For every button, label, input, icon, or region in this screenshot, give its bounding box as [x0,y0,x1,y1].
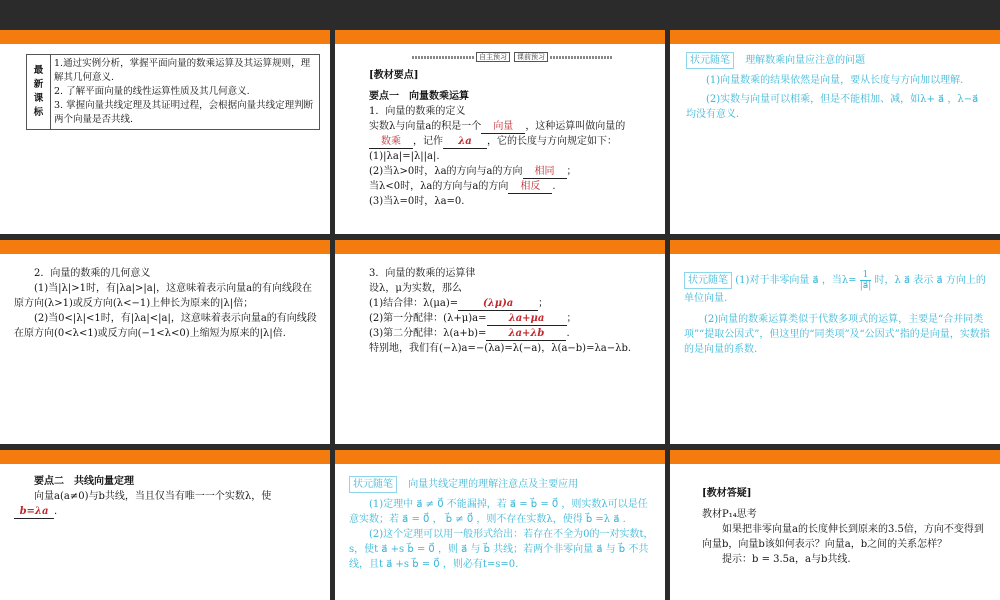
slide-8[interactable] [335,450,665,600]
line-6: 当λ<0时，λa的方向与a的方向 相反 . [369,181,556,192]
slide-header-bar [670,450,1000,464]
note-title: 向量共线定理的理解注意点及主要应用 [408,479,579,490]
line-3: 数乘 ，记作 λa ，它的长度与方向规定如下： [369,134,655,149]
answer-line-1: 教材P₁₄思考 [702,509,757,520]
laws-line-3: (2)第一分配律：(λ+μ)a= λa+μa ； [369,313,577,324]
section-banner [412,52,612,62]
slide-grid [0,28,1000,600]
slide-6[interactable] [670,240,1000,444]
slide-4[interactable] [0,240,330,444]
curriculum-table [26,54,320,130]
slide-3[interactable] [670,30,1000,234]
answer-blank: (λμ)a [458,297,538,311]
line-7: (3)当λ=0时，λa=0. [369,196,465,207]
slide-header-bar [670,30,1000,44]
answer-blank: 相反 [508,180,552,194]
point-heading: 要点一 向量数乘运算 [369,91,469,102]
note-paragraph-2: (2)实数与向量可以相乘，但是不能相加、减，如λ+ a⃗ ，λ−a⃗ 均没有意义. [686,94,979,120]
point-heading: 要点二 共线向量定理 [34,476,134,487]
slide-1[interactable] [0,30,330,234]
theorem-line: 向量a(a≠0)与b共线，当且仅当有唯一一个实数λ，使 [34,491,272,502]
line-4: (1)|λa|=|λ||a|. [369,151,440,162]
curriculum-item-3: 3. 掌握向量共线定理及其证明过程，会根据向量共线定理判断两个向量是否共线. [54,100,314,125]
banner-left: 自主预习 [476,52,510,62]
slide-header-bar [0,240,330,254]
line-1: 1．向量的数乘的定义 [369,106,466,117]
slide-header-bar [670,240,1000,254]
answer-blank: 数乘 [369,135,413,149]
answer-line-3: 提示：b = 3.5a，a与b共线. [722,554,851,565]
slide-content [670,254,1000,444]
curriculum-items [51,55,320,130]
slide-9[interactable] [670,450,1000,600]
section-title: [教材要点] [369,70,419,81]
geometry-paragraph-2: (2)当0<|λ|<1时，有|λa|<|a|，这意味着表示向量a的有向线段在原方向(0<λ<1)或反方向(−1<λ<0)上缩短为原来的|λ|倍. [14,313,317,339]
top-bar [0,0,1000,28]
curriculum-item-1: 1.通过实例分析，掌握平面向量的数乘运算及其运算规则，理解其几何意义. [54,58,311,83]
note-badge: 状元随笔 [684,272,732,289]
slide-content [0,464,330,600]
slide-content [335,254,665,444]
slide-content [335,44,665,234]
note-header [686,52,990,69]
line-2: 实数λ与向量a的积是一个 向量 ，这种运算叫做向量的 [369,121,626,132]
laws-line-4: (3)第二分配律：λ(a+b)= λa+λb . [369,328,570,339]
laws-line-1: 设λ，μ为实数，那么 [369,283,462,294]
laws-line-2: (1)结合律：λ(μa)= (λμ)a ； [369,298,549,309]
note-title: 理解数乘向量应注意的问题 [745,55,866,66]
answer-blank: 相同 [523,165,567,179]
slide-header-bar [0,30,330,44]
answer-blank: λa [443,135,487,149]
slide-header-bar [0,450,330,464]
line-5: (2)当λ>0时，λa的方向与a的方向 相同 ； [369,166,577,177]
note-paragraph-2: (2)向量的数乘运算类似于代数多项式的运算，主要是“合并同类项”“提取公因式”，但这里的“同类项”及“公因式”指的是向量，实数指的是向量的系数. [684,314,990,355]
slide-content [335,464,665,600]
geometry-paragraph-1: (1)当|λ|>1时，有|λa|>|a|，这意味着表示向量a的有向线段在原方向(λ>1)或反方向(λ<−1)上伸长为原来的|λ|倍； [14,283,313,309]
slide-header-bar [335,450,665,464]
slide-header-bar [335,240,665,254]
slide-2[interactable] [335,30,665,234]
note-paragraph-1: 状元随笔 (1)对于非零向量 a⃗ ，当λ= $\frac{1}{|a⃗|}$ 时，λ a⃗ 表示 a⃗ 方向上的单位向量. [684,270,986,304]
slide-content [0,254,330,444]
laws-title: 3．向量的数乘的运算律 [369,268,476,279]
slide-5[interactable] [335,240,665,444]
note-badge: 状元随笔 [686,52,734,69]
theorem-answer: b=λa . [14,504,320,519]
curriculum-label: 最新课标 [27,55,51,130]
answer-blank: b=λa [14,505,54,519]
banner-right: 课前预习 [514,52,548,62]
note-badge: 状元随笔 [349,476,397,493]
slide-content [670,464,1000,600]
laws-line-5: 特别地，我们有(−λ)a=−(λa)=λ(−a)，λ(a−b)=λa−λb. [369,343,632,354]
note-paragraph-1: (1)向量数乘的结果依然是向量，要从长度与方向加以理解. [706,75,964,86]
answer-line-2: 如果把非零向量a的长度伸长到原来的3.5倍，方向不变得到向量b，向量b该如何表示？向量a，b之间的关系怎样？ [702,524,984,550]
slide-7[interactable] [0,450,330,600]
slide-header-bar [335,30,665,44]
answer-blank: λa+μa [487,312,567,326]
answer-blank: 向量 [481,120,525,134]
note-paragraph-2: (2)这个定理可以用一般形式给出：若存在不全为0的一对实数t，s，使t a⃗ +s b⃗ = 0⃗ ，则 a⃗ 与 b⃗ 共线；若两个非零向量 a⃗ 与 b⃗ 不共线，且t a⃗ +s b⃗ = 0⃗ ，则必有t=s=0. [349,529,654,570]
fraction: $\frac{1}{|a⃗|}$ [859,270,872,291]
note-header [349,476,655,493]
answer-blank: λa+λb [486,327,566,341]
slide-content [670,44,1000,234]
geometry-title: 2．向量的数乘的几何意义 [34,268,151,279]
slide-content [0,44,330,234]
note-paragraph-1: (1)定理中 a⃗ ≠ 0⃗ 不能漏掉，若 a⃗ = b⃗ = 0⃗ ，则实数λ可以是任意实数；若 a⃗ = 0⃗ ， b⃗ ≠ 0⃗ ，则不存在实数λ，使得 b⃗ =λ a⃗ . [349,499,648,525]
curriculum-item-2: 2. 了解平面向量的线性运算性质及其几何意义. [54,86,250,97]
section-title: [教材答疑] [702,488,752,499]
